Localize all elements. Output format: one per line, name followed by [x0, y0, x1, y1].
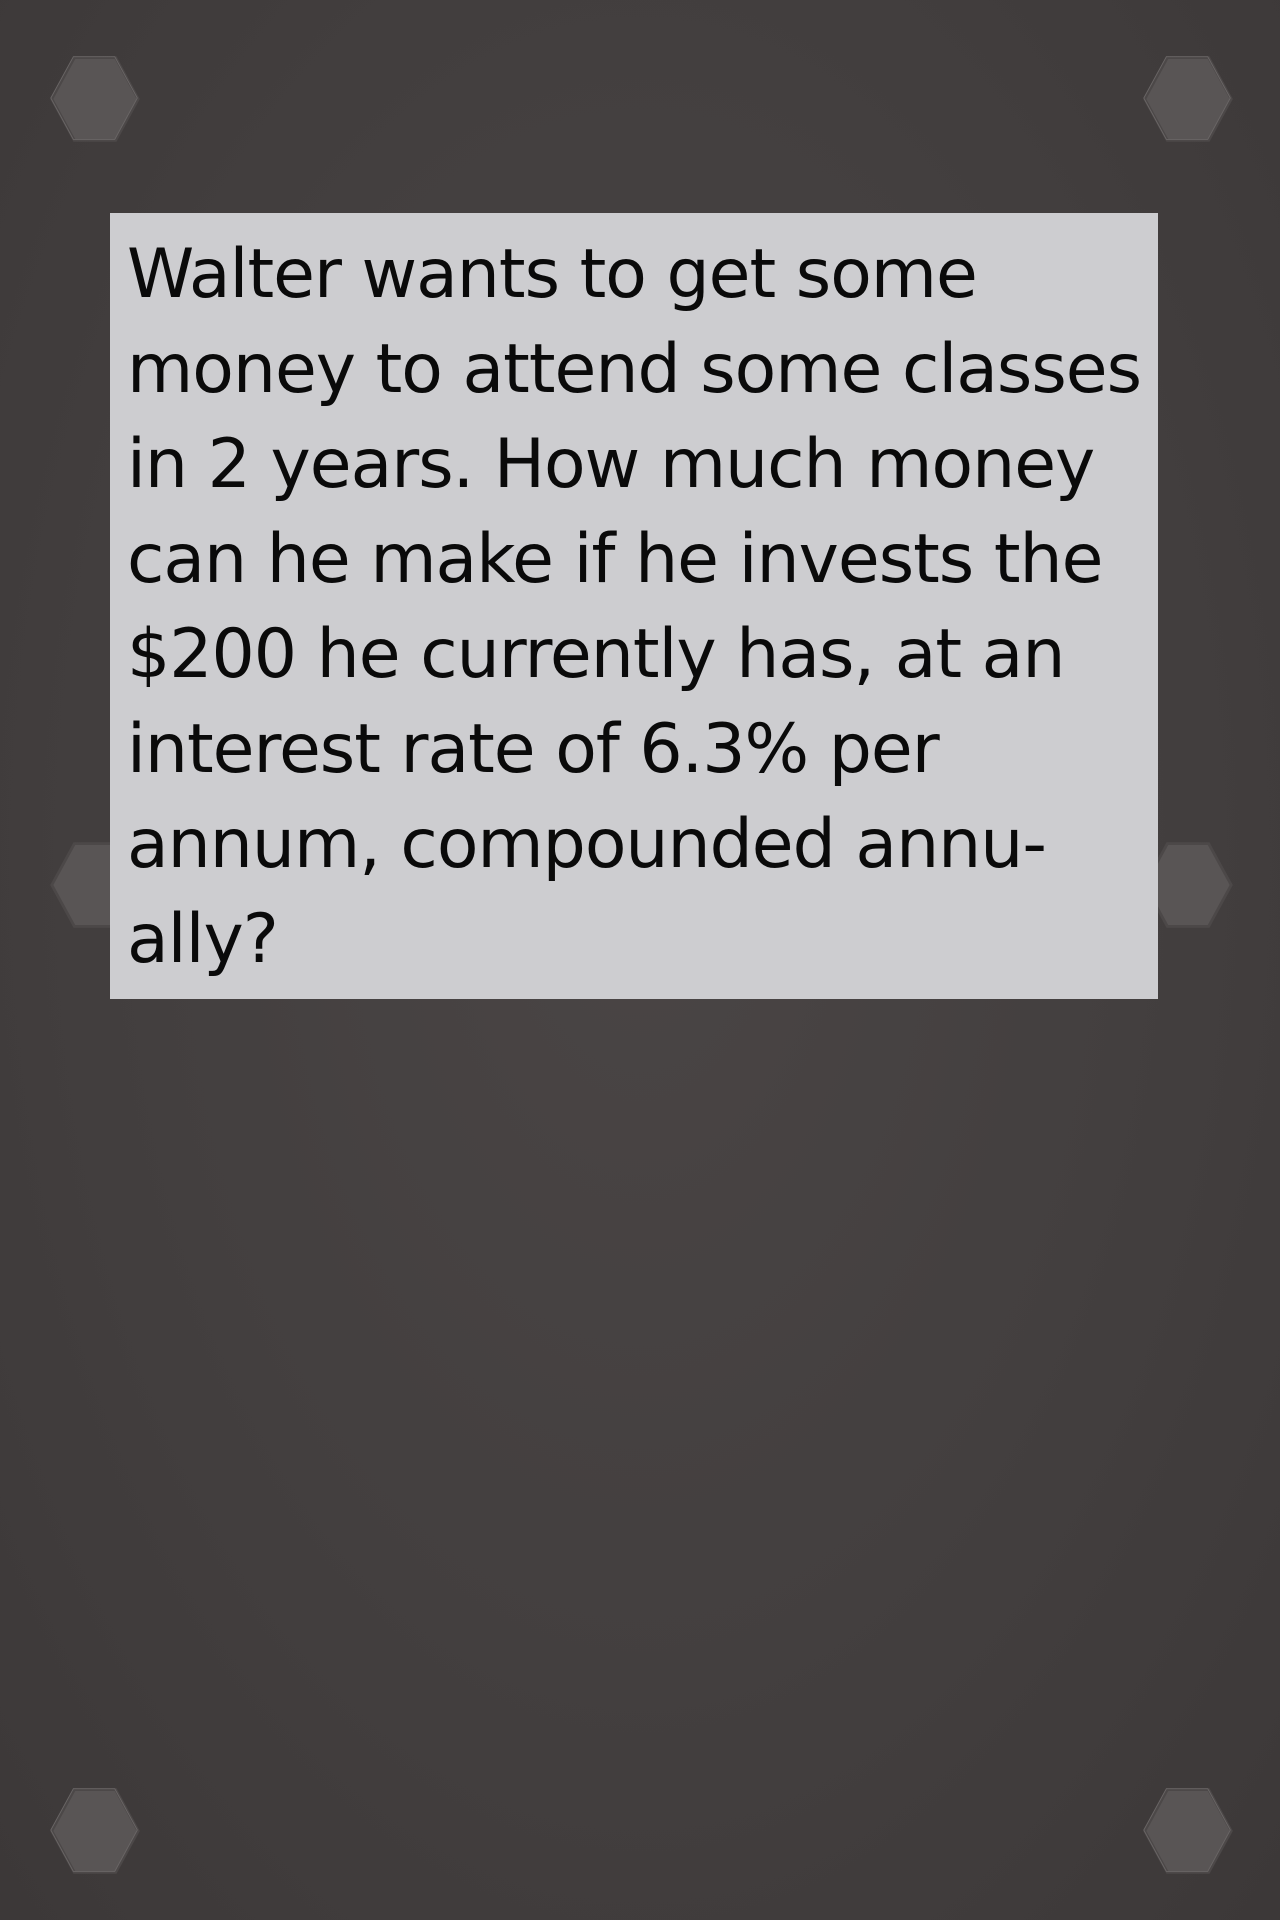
- question-line: $200 he currently has, at an: [127, 615, 1065, 694]
- hex-bolt-icon: [48, 52, 142, 146]
- hex-bolt-icon: [1141, 52, 1235, 146]
- question-text: [127, 227, 1140, 987]
- question-line: annum, compounded annu-: [127, 805, 1046, 884]
- hex-bolt-icon: [48, 1784, 142, 1878]
- hex-bolt-icon: [1141, 1784, 1235, 1878]
- question-line: can he make if he invests the: [127, 520, 1103, 599]
- question-line: Walter wants to get some: [127, 235, 977, 314]
- question-line: ally?: [127, 900, 278, 979]
- question-card: [110, 213, 1158, 999]
- question-line: money to attend some classes: [127, 330, 1142, 409]
- question-line: in 2 years. How much money: [127, 425, 1095, 504]
- question-line: interest rate of 6.3% per: [127, 710, 939, 789]
